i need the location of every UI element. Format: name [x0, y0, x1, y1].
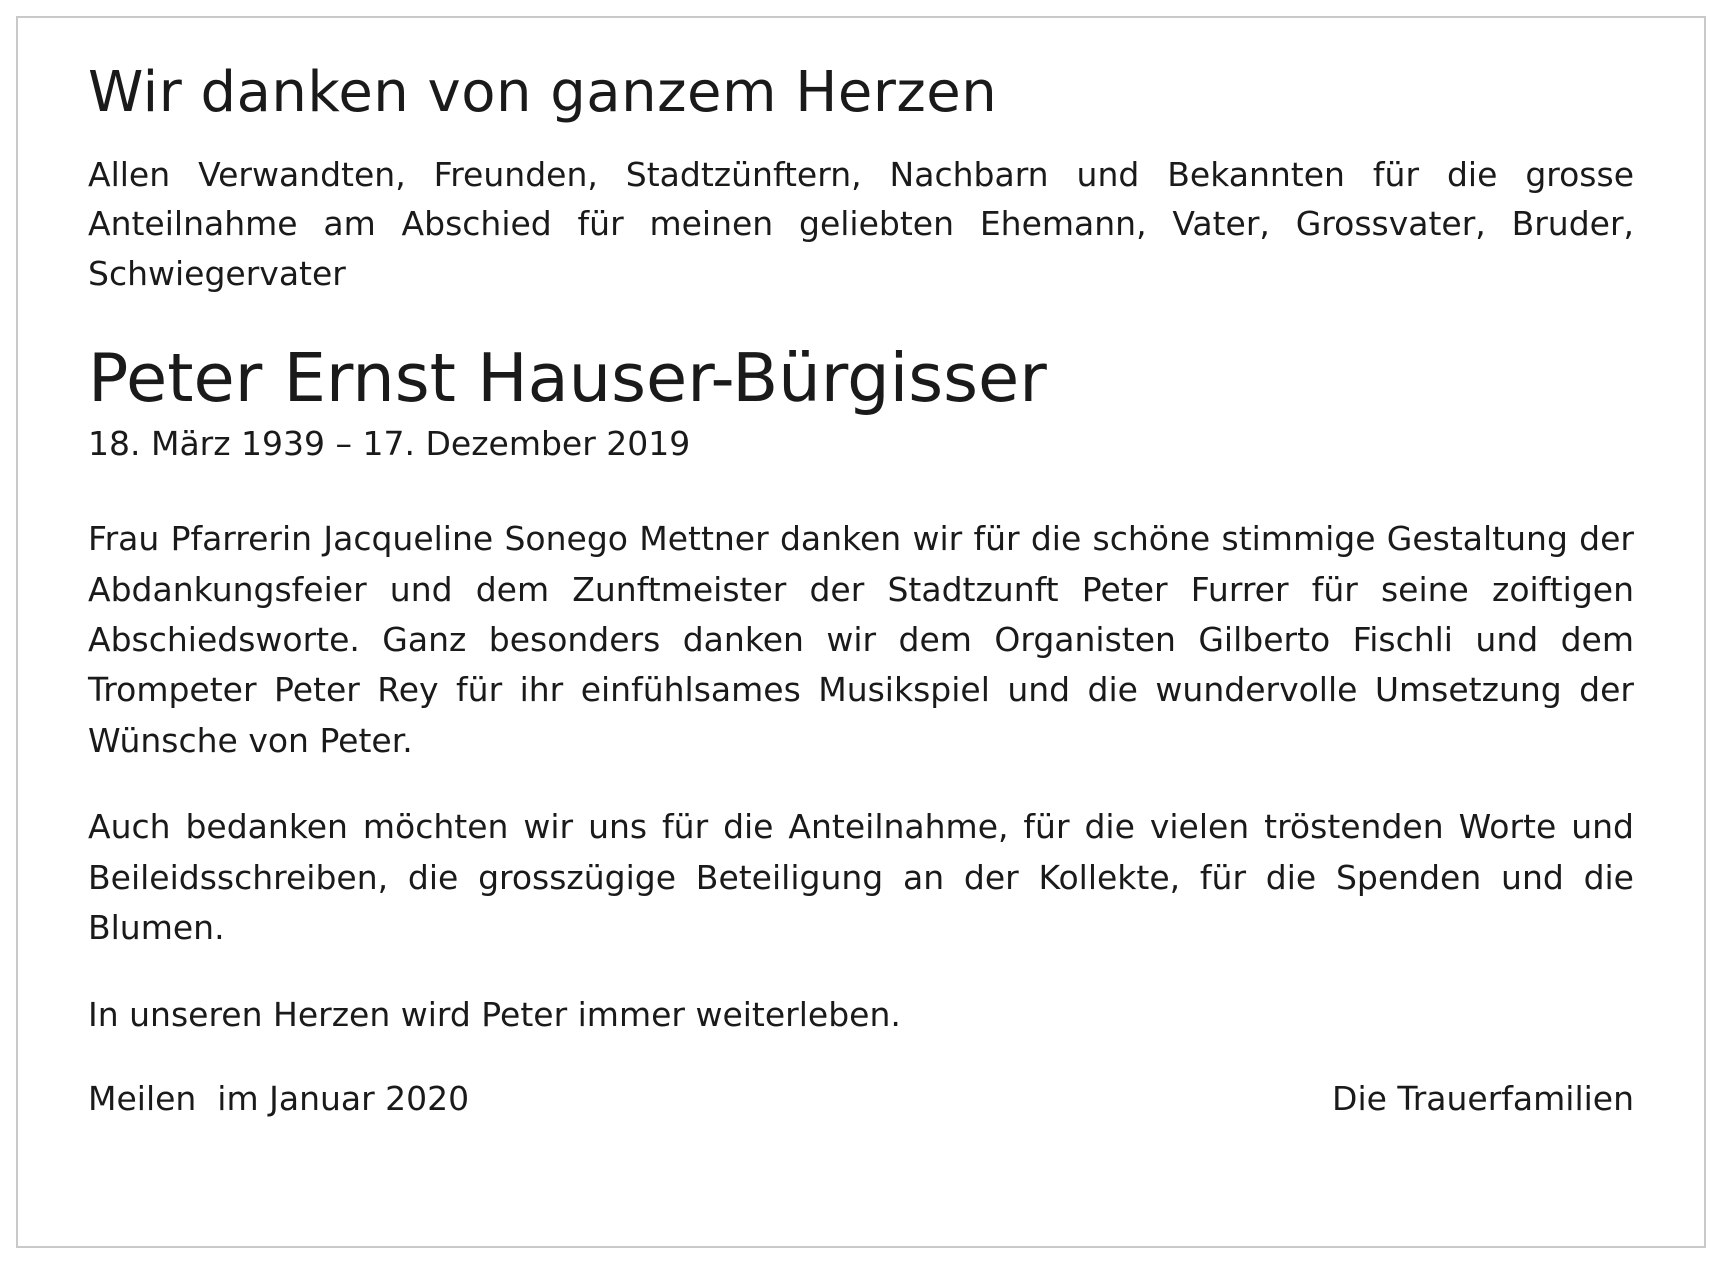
thanks-paragraph-memory: In unseren Herzen wird Peter immer weiterleben. — [88, 994, 901, 1034]
obituary-thank-you-card — [16, 16, 1706, 1248]
life-dates: 18. März 1939 – 17. Dezember 2019 — [88, 424, 691, 464]
closing-line — [88, 1076, 1634, 1122]
deceased-name: Peter Ernst Hauser-Bürgisser — [88, 339, 1047, 418]
signature: Die Trauerfamilien — [1332, 1079, 1634, 1119]
intro-paragraph: Allen Verwandten, Freunden, Stadtzünftern, Nachbarn und Bekannten für die grosse Anteilnahme am Abschied für meinen geliebten Ehemann, Vater, Grossvater, Bruder, Schwiegervater — [88, 154, 1634, 293]
thanks-paragraph-condolences: Auch bedanken möchten wir uns für die Anteilnahme, für die vielen tröstenden Worte und Beileidsschreiben, die grosszügige Beteiligung an der Kollekte, für die Spenden und die Blumen. — [88, 807, 1634, 948]
thanks-paragraph-ceremony: Frau Pfarrerin Jacqueline Sonego Mettner danken wir für die schöne stimmige Gestaltung der Abdankungsfeier und dem Zunftmeister der Stadtzunft Peter Furrer für seine zoiftigen Abschiedsworte. Ganz besonders danken wir dem Organisten Gilberto Fischli und dem Trompeter Peter Rey für ihr einfühlsames Musikspiel und die wundervolle Umsetzung der Wünsche von Peter. — [88, 519, 1634, 760]
page-title: Wir danken von ganzem Herzen — [88, 60, 998, 125]
place-and-date: Meilen im Januar 2020 — [88, 1079, 470, 1119]
